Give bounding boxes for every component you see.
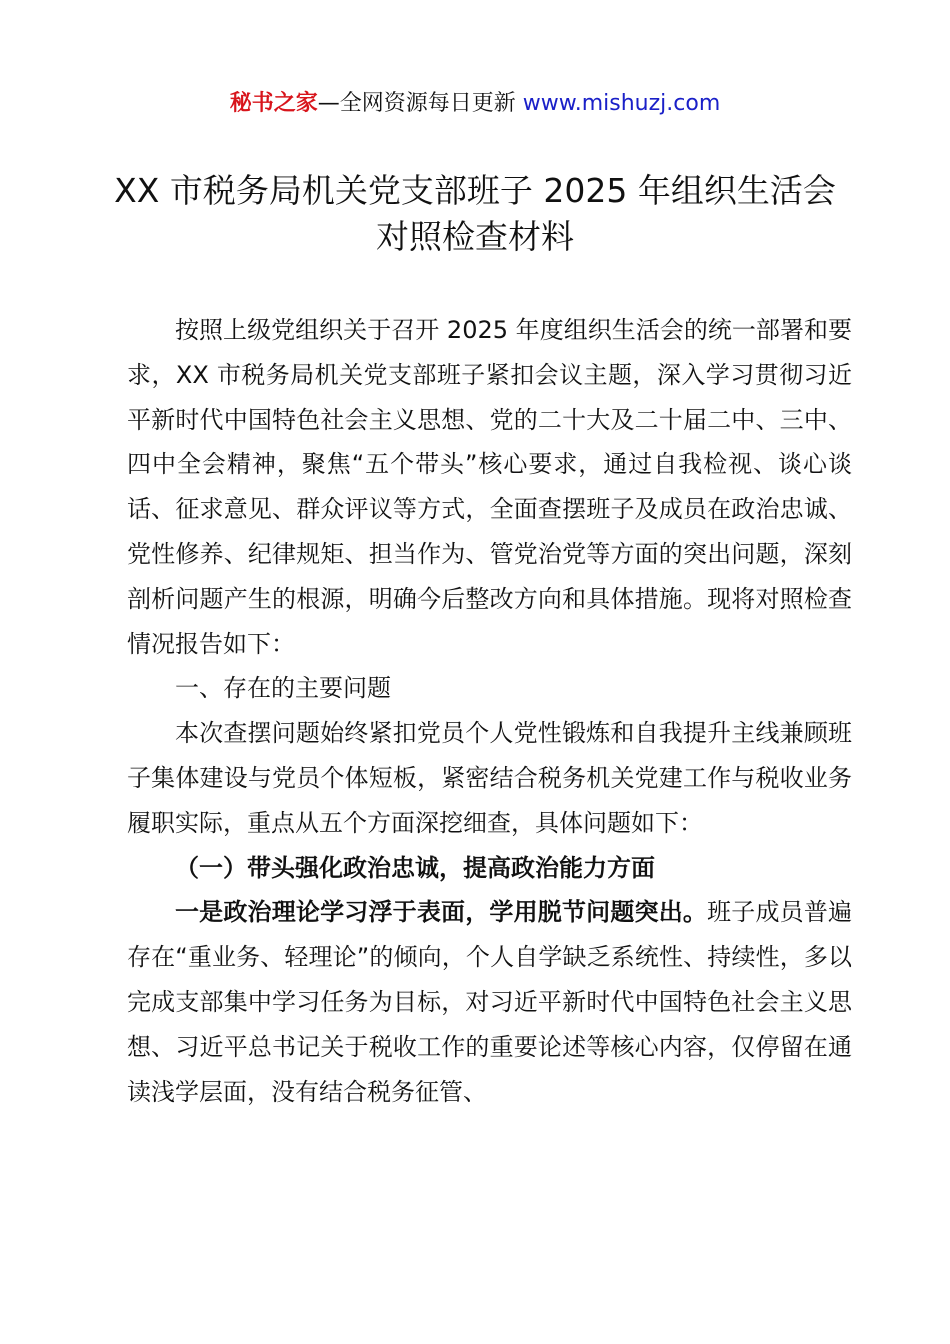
section-heading: 一、存在的主要问题	[175, 674, 391, 703]
point-paragraph	[127, 890, 852, 1114]
brand-name: 秘书之家	[229, 91, 318, 116]
point-text: 班子成员普遍存在“重业务、轻理论”的倾向，个人自学缺乏系统性、持续性，多以完成支部集中学习任务为目标，对习近平新时代中国特色社会主义思想、习近平总书记关于税收工作的重要论述等核心内容，仅停留在通读浅学层面，没有结合税务征管、	[127, 898, 853, 1106]
document-title: XX 市税务局机关党支部班子 2025 年组织生活会对照检查材料	[114, 171, 836, 256]
site-header	[0, 88, 950, 120]
section-paragraph: 本次查摆问题始终紧扣党员个人党性锻炼和自我提升主线兼顾班子集体建设与党员个体短板，紧密结合税务机关党建工作与税收业务履职实际，重点从五个方面深挖细查，具体问题如下：	[127, 719, 852, 837]
document-body	[127, 308, 852, 1114]
point-lead: 一是政治理论学习浮于表面，学用脱节问题突出。	[175, 898, 708, 927]
intro-paragraph: 按照上级党组织关于召开 2025 年度组织生活会的统一部署和要求，XX 市税务局机关党支部班子紧扣会议主题，深入学习贯彻习近平新时代中国特色社会主义思想、党的二十大及二十届二中、三中、四中全会精神，聚焦“五个带头”核心要求，通过自我检视、谈心谈话、征求意见、群众评议等方式，全面查摆班子及成员在政治忠诚、党性修养、纪律规矩、担当作为、管党治党等方面的突出问题，深刻剖析问题产生的根源，明确今后整改方向和具体措施。现将对照检查情况报告如下：	[127, 316, 852, 658]
header-tagline: —全网资源每日更新	[317, 91, 516, 116]
site-url-link[interactable]: www.mishuzj.com	[522, 91, 721, 116]
subsection-heading: （一）带头强化政治忠诚，提高政治能力方面	[175, 853, 655, 882]
